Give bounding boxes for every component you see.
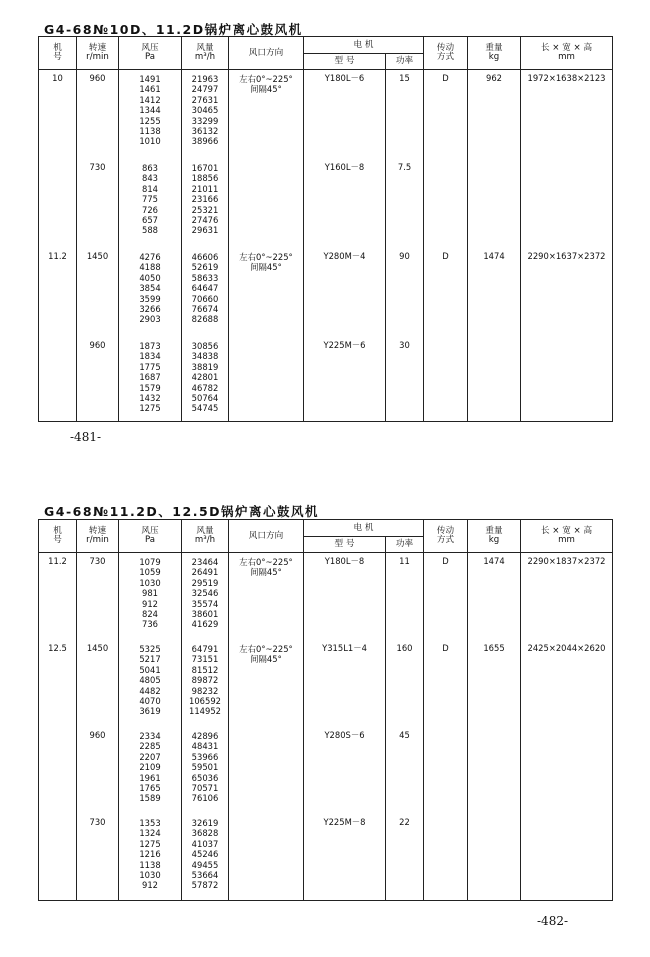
cell-speed: 960	[89, 730, 106, 740]
table-title: G4-68№10D、11.2D锅炉离心鼓风机	[44, 22, 303, 37]
cell-no: 10	[52, 73, 63, 83]
cell-motor-power: 22	[399, 817, 410, 827]
header-no: 机 号	[39, 520, 77, 553]
cell-weight	[468, 163, 520, 252]
cell-no: 11.2	[48, 251, 67, 261]
cell-pressure: 1873 1834 1775 1687 1579 1432 1275	[139, 341, 161, 414]
cell-outlet: 左右0°~225° 间隔45°	[239, 557, 293, 578]
cell-no	[39, 818, 76, 900]
cell-motor-model: Y225M－6	[323, 340, 366, 350]
cell-speed: 730	[89, 556, 106, 566]
cell-outlet: 左右0°~225° 间隔45°	[239, 252, 293, 273]
cell-motor-model: Y225M－8	[323, 817, 366, 827]
cell-motor-power: 15	[399, 73, 410, 83]
cell-dims	[521, 163, 612, 252]
header-pressure: 风压 Pa	[119, 520, 182, 553]
cell-drive: D	[442, 556, 449, 566]
cell-weight	[468, 341, 520, 421]
cell-weight: 1655	[483, 643, 505, 653]
cell-pressure: 1079 1059 1030 981 912 824 736	[139, 557, 161, 630]
cell-outlet	[229, 818, 303, 900]
cell-flow: 21963 24797 27631 30465 33299 36132 38966	[191, 74, 219, 147]
cell-pressure: 2334 2285 2207 2109 1961 1765 1589	[139, 731, 161, 804]
cell-flow: 16701 18856 21011 23166 25321 27476 29631	[191, 163, 219, 236]
cell-speed: 730	[89, 162, 106, 172]
cell-speed: 1450	[86, 251, 109, 261]
cell-weight	[468, 818, 520, 900]
cell-no	[39, 731, 76, 818]
cell-flow: 32619 36828 41037 45246 49455 53664 57872	[191, 818, 219, 891]
cell-outlet	[229, 163, 303, 252]
cell-no: 11.2	[48, 556, 67, 566]
fan-spec-table	[38, 36, 613, 422]
cell-pressure: 4276 4188 4050 3854 3599 3266 2903	[139, 252, 161, 325]
cell-pressure: 5325 5217 5041 4805 4482 4070 3619	[139, 644, 161, 717]
header-motor: 电 机	[304, 37, 424, 54]
cell-drive	[424, 731, 467, 818]
cell-weight: 1474	[483, 251, 505, 261]
cell-motor-model: Y180L－8	[324, 556, 365, 566]
cell-no	[39, 163, 76, 252]
header-weight: 重量 kg	[468, 520, 521, 553]
cell-no	[39, 341, 76, 421]
cell-motor-model: Y160L－8	[324, 162, 365, 172]
cell-motor-power: 7.5	[397, 162, 412, 172]
header-flow: 风量 m³/h	[182, 37, 229, 70]
cell-dims: 2290×1837×2372	[527, 556, 606, 566]
header-speed: 转速 r/min	[77, 520, 119, 553]
cell-flow: 46606 52619 58633 64647 70660 76674 82688	[191, 252, 219, 325]
cell-drive	[424, 818, 467, 900]
cell-pressure: 1353 1324 1275 1216 1138 1030 912	[139, 818, 161, 891]
header-pressure: 风压 Pa	[119, 37, 182, 70]
header-motor: 电 机	[304, 520, 424, 537]
header-motor-model: 型 号	[304, 54, 386, 70]
cell-motor-model: Y180L－6	[324, 73, 365, 83]
header-motor-model: 型 号	[304, 537, 386, 553]
cell-drive: D	[442, 73, 449, 83]
cell-dims	[521, 731, 612, 818]
cell-motor-power: 90	[399, 251, 410, 261]
cell-motor-power: 11	[399, 556, 410, 566]
cell-speed: 960	[89, 340, 106, 350]
fan-spec-table	[38, 519, 613, 901]
header-motor-power: 功率	[386, 54, 424, 70]
cell-flow: 30856 34838 38819 42801 46782 50764 54745	[191, 341, 219, 414]
header-dims: 长 × 宽 × 高 mm	[521, 520, 613, 553]
cell-drive: D	[442, 643, 449, 653]
cell-dims: 2425×2044×2620	[527, 643, 606, 653]
table-title: G4-68№11.2D、12.5D锅炉离心鼓风机	[44, 504, 320, 519]
cell-drive	[424, 163, 467, 252]
cell-flow: 64791 73151 81512 89872 98232 106592 114952	[189, 644, 221, 717]
cell-drive	[424, 341, 467, 421]
cell-flow: 42896 48431 53966 59501 65036 70571 76106	[191, 731, 219, 804]
table-body	[39, 553, 613, 901]
cell-speed: 1450	[86, 643, 109, 653]
cell-outlet	[229, 731, 303, 818]
header-speed: 转速 r/min	[77, 37, 119, 70]
header-dims: 长 × 宽 × 高 mm	[521, 37, 613, 70]
header-flow: 风量 m³/h	[182, 520, 229, 553]
cell-pressure: 1491 1461 1412 1344 1255 1138 1010	[139, 74, 161, 147]
header-outlet: 风口方向	[229, 37, 304, 70]
cell-motor-model: Y280M－4	[323, 251, 366, 261]
header-drive: 传动 方式	[424, 37, 468, 70]
cell-pressure: 863 843 814 775 726 657 588	[142, 163, 158, 236]
page-number: -481-	[70, 430, 102, 444]
cell-speed: 730	[89, 817, 106, 827]
cell-motor-model: Y315L1－4	[322, 643, 367, 653]
cell-drive: D	[442, 251, 449, 261]
header-motor-power: 功率	[386, 537, 424, 553]
cell-weight: 1474	[483, 556, 505, 566]
cell-weight: 962	[486, 73, 503, 83]
cell-dims: 2290×1637×2372	[527, 251, 606, 261]
cell-no: 12.5	[48, 643, 67, 653]
cell-outlet: 左右0°~225° 间隔45°	[239, 74, 293, 95]
header-no: 机 号	[39, 37, 77, 70]
cell-outlet	[229, 341, 303, 421]
header-outlet: 风口方向	[229, 520, 304, 553]
cell-flow: 23464 26491 29519 32546 35574 38601 41629	[191, 557, 219, 630]
cell-weight	[468, 731, 520, 818]
cell-outlet: 左右0°~225° 间隔45°	[239, 644, 293, 665]
header-drive: 传动 方式	[424, 520, 468, 553]
cell-motor-power: 30	[399, 340, 410, 350]
cell-motor-power: 160	[396, 643, 413, 653]
page-number: -482-	[537, 914, 569, 928]
cell-dims: 1972×1638×2123	[527, 73, 606, 83]
cell-dims	[521, 818, 612, 900]
cell-speed: 960	[89, 73, 106, 83]
cell-motor-model: Y280S－6	[324, 730, 365, 740]
table-body	[39, 70, 613, 422]
cell-motor-power: 45	[399, 730, 410, 740]
header-weight: 重量 kg	[468, 37, 521, 70]
cell-dims	[521, 341, 612, 421]
